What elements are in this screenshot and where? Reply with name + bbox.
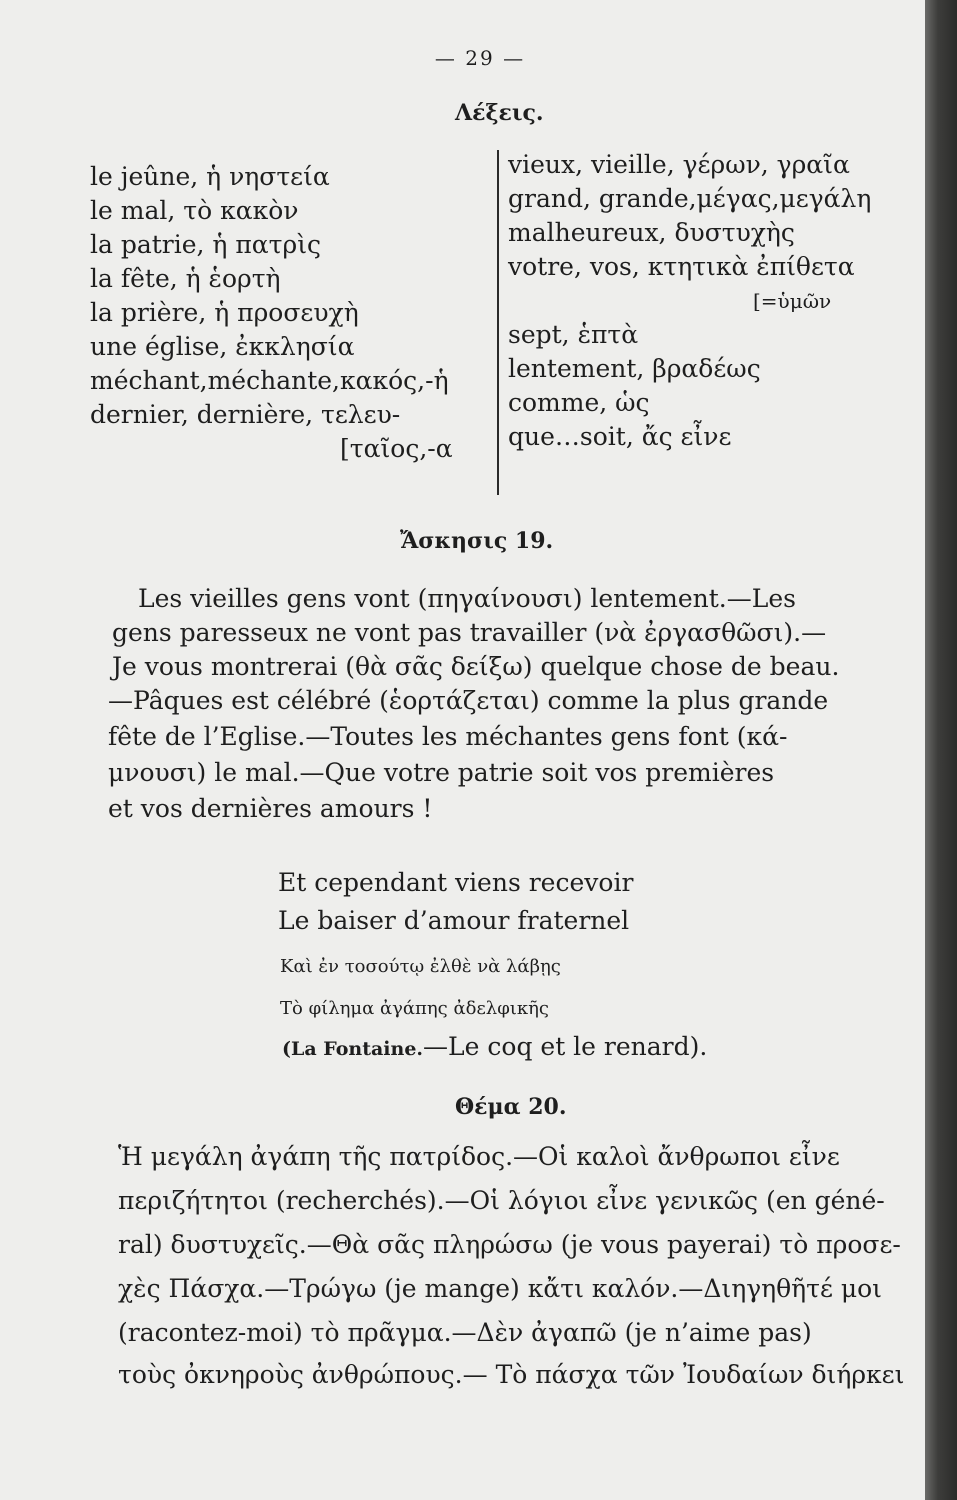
exercise-line: fête de l’Eglise.—Toutes les méchantes gens font (κά-: [108, 722, 788, 751]
book-binding-edge: [925, 0, 957, 1500]
theme-title: Θέμα 20.: [455, 1094, 567, 1120]
vocab-right-item: lentement, βραδέως: [508, 354, 761, 383]
vocab-left-item: la prière, ἡ προσευχὴ: [90, 298, 359, 327]
vocab-left-item: méchant,méchante,κακός,-ἡ: [90, 366, 449, 395]
column-divider: [497, 150, 499, 495]
exercise-line: μνουσι) le mal.—Que votre patrie soit vos premières: [108, 758, 775, 787]
theme-line: τοὺς ὀκνηροὺς ἀνθρώπους.— Τὸ πάσχα τῶν Ἰουδαίων διήρκει: [118, 1360, 905, 1389]
vocab-left-item: la patrie, ἡ πατρὶς: [90, 230, 322, 259]
verse-source-author: (La Fontaine.: [282, 1038, 424, 1060]
vocab-right-item: comme, ὡς: [508, 388, 650, 417]
theme-line: χὲς Πάσχα.—Τρώγω (je mange) κἄτι καλόν.—Διηγηθῆτέ μοι: [118, 1274, 882, 1303]
vocab-right-item: malheureux, δυστυχὴς: [508, 218, 795, 247]
vocab-left-item: [ταῖος,-α: [340, 434, 453, 463]
vocab-left-item: une église, ἐκκλησία: [90, 332, 355, 361]
vocab-title: Λέξεις.: [455, 100, 544, 126]
theme-line: περιζήτητοι (recherchés).—Οἱ λόγιοι εἶνε γενικῶς (en géné-: [118, 1186, 885, 1215]
verse-line: Et cependant viens recevoir: [278, 868, 634, 897]
vocab-right-item: que…soit, ἄς εἶνε: [508, 422, 732, 451]
verse-source-title: —Le coq et le renard).: [423, 1032, 708, 1061]
exercise-title: Ἄσκησις 19.: [400, 528, 554, 554]
vocab-right-item: votre, vos, κτητικὰ ἐπίθετα: [508, 252, 855, 281]
vocab-left-item: le mal, τὸ κακὸν: [90, 196, 299, 225]
vocab-left-item: le jeûne, ἡ νηστεία: [90, 162, 330, 191]
vocab-right-item: [=ὑμῶν: [753, 289, 832, 313]
vocab-right-item: vieux, vieille, γέρων, γραῖα: [508, 150, 850, 179]
exercise-line: —Pâques est célébré (ἑορτάζεται) comme la plus grande: [108, 686, 829, 715]
verse-line: Καὶ ἐν τοσούτῳ ἐλθὲ νὰ λάβῃς: [280, 956, 561, 977]
verse-line: Τὸ φίλημα ἀγάπης ἀδελφικῆς: [280, 998, 549, 1019]
vocab-left-column: [90, 160, 453, 466]
verse-line: Le baiser d’amour fraternel: [278, 906, 630, 935]
exercise-line: Je vous montrerai (θὰ σᾶς δείξω) quelque chose de beau.: [112, 652, 840, 681]
exercise-line: et vos dernières amours !: [108, 794, 433, 823]
vocab-left-item: la fête, ἡ ἑορτὴ: [90, 264, 281, 293]
exercise-line: gens paresseux ne vont pas travailler (νὰ ἐργασθῶσι).—: [112, 618, 827, 647]
verse-source: [282, 1030, 707, 1066]
vocab-left-item: dernier, dernière, τελευ-: [90, 400, 401, 429]
exercise-line: Les vieilles gens vont (πηγαίνουσι) lentement.—Les: [138, 584, 796, 613]
theme-line: ral) δυστυχεῖς.—Θὰ σᾶς πληρώσω (je vous payerai) τὸ προσε-: [118, 1230, 901, 1259]
vocab-right-item: sept, ἑπτὰ: [508, 320, 639, 349]
theme-line: Ἡ μεγάλη ἀγάπη τῆς πατρίδος.—Οἱ καλοὶ ἄνθρωποι εἶνε: [118, 1142, 840, 1171]
vocab-right-column: [508, 148, 871, 454]
theme-line: (racontez-moi) τὸ πρᾶγμα.—Δὲν ἀγαπῶ (je n’aime pas): [118, 1318, 812, 1347]
vocab-right-item: grand, grande,μέγας,μεγάλη: [508, 184, 872, 213]
page-number: — 29 —: [434, 46, 526, 70]
